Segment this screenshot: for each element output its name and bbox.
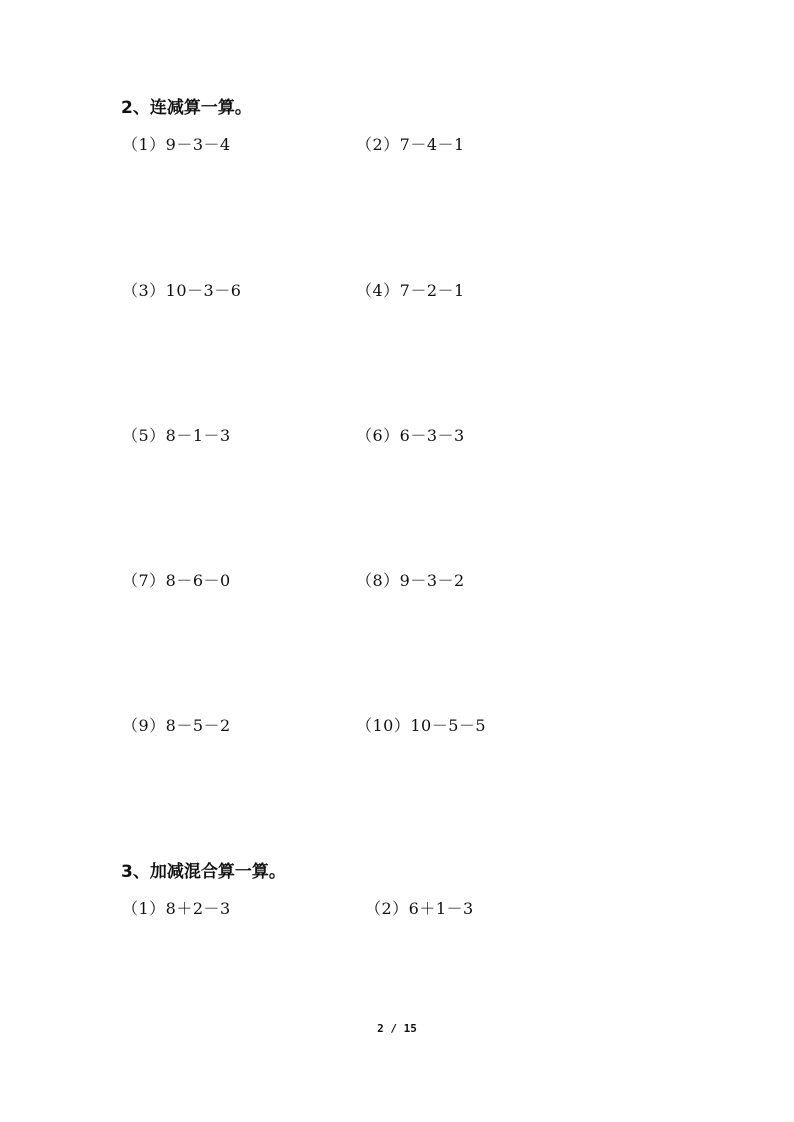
problem-2-1: （1）9－3－4 — [122, 135, 231, 154]
problem-3-2: （2）6＋1－3 — [365, 899, 474, 918]
problem-2-9: （9）8－5－2 — [122, 716, 231, 735]
problem-2-4: （4）7－2－1 — [356, 281, 465, 300]
problem-2-7: （7）8－6－0 — [122, 571, 231, 590]
problem-2-10: （10）10－5－5 — [356, 716, 487, 735]
problem-2-2: （2）7－4－1 — [356, 135, 465, 154]
problem-2-6: （6）6－3－3 — [356, 426, 465, 445]
section-2-heading: 2、连减算一算。 — [121, 98, 252, 118]
problem-2-5: （5）8－1－3 — [122, 426, 231, 445]
problem-2-3: （3）10－3－6 — [122, 281, 242, 300]
problem-3-1: （1）8＋2－3 — [122, 899, 231, 918]
page-number: 2 / 15 — [377, 1022, 417, 1035]
problem-2-8: （8）9－3－2 — [356, 571, 465, 590]
section-3-heading: 3、加减混合算一算。 — [121, 862, 286, 882]
